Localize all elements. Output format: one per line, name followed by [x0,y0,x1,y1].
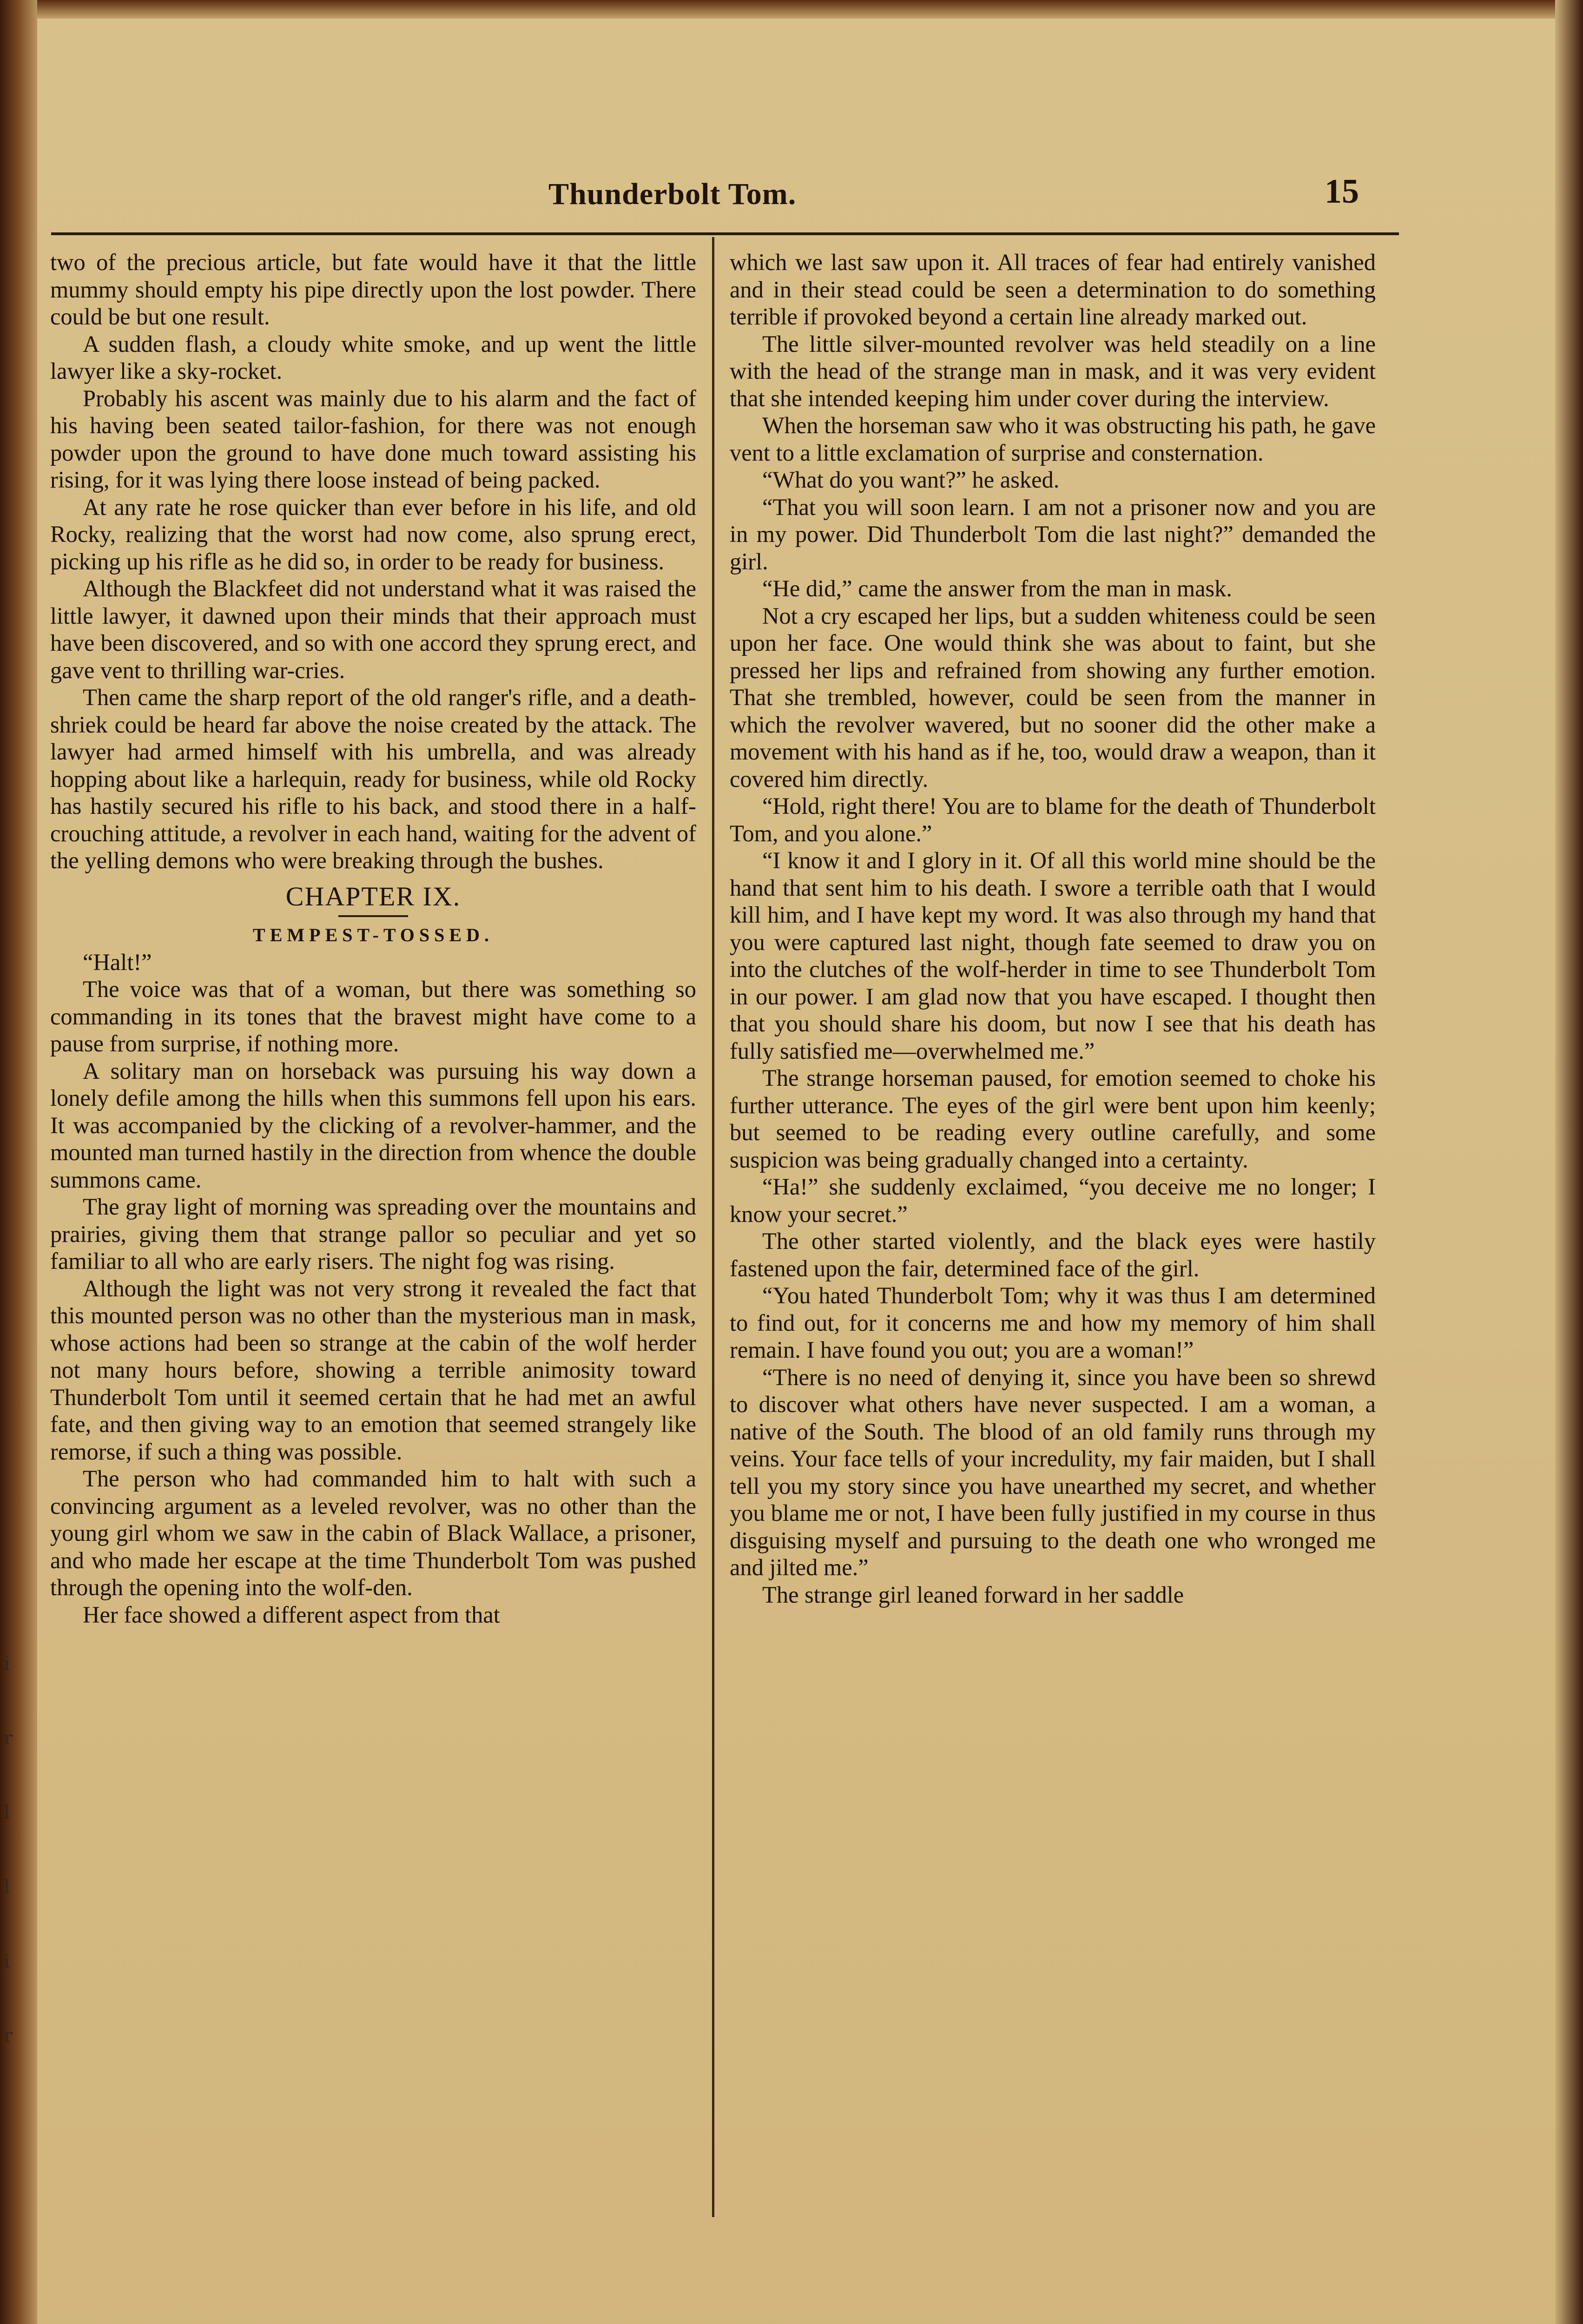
page-number: 15 [1325,172,1359,211]
paragraph: “Halt!” [83,949,152,975]
page-header [0,167,1583,218]
paragraph: “He did,” came the answer from the man in mask. [762,575,1233,601]
paragraph: Although the Blackfeet did not understand what it was raised the little lawyer, it dawned upon their minds that their approach must have been discovered, and so with one accord they sprung erect, and gave vent to thrilling war-cries. [50,575,696,683]
paragraph: The strange horseman paused, for emotion seemed to choke his further utterance. The eyes of the girl were bent upon him keenly; but seemed to be reading every outline carefully, and some suspicion was being gradually changed into a certainty. [730,1065,1376,1173]
running-head: Thunderbolt Tom. [548,177,797,211]
header-rule [51,232,1399,235]
paragraph: “What do you want?” he asked. [762,467,1060,493]
paragraph: “You hated Thunderbolt Tom; why it was thus I am determined to find out, for it concerns me and how my memory of him shall remain. I have found you out; you are a woman!” [730,1282,1376,1363]
paragraph: The voice was that of a woman, but there was something so commanding in its tones that the bravest might have come to a pause from surprise, if nothing more. [50,976,696,1056]
paragraph: The person who had commanded him to halt with such a convincing argument as a leveled revolver, was no other than the young girl whom we saw in the cabin of Black Wallace, a prisoner, and who made her escape at the time Thunderbolt Tom was pushed through the opening into the wolf-den. [50,1466,696,1600]
paragraph: When the horseman saw who it was obstructing his path, he gave vent to a little exclamation of surprise and consternation. [730,412,1376,466]
chapter-title: CHAPTER IX. [285,881,461,911]
page-right-edge [1555,0,1583,2324]
margin-fragment: r [4,1728,13,1749]
paragraph: “Hold, right there! You are to blame for the death of Thunderbolt Tom, and you alone.” [730,793,1376,846]
paragraph: which we last saw upon it. All traces of fear had entirely vanished and in their stead could be seen a determination to do something terrible if provoked beyond a certain line already marked out. [730,249,1376,330]
margin-fragment: l [4,1876,10,1898]
paragraph: “There is no need of denying it, since you have been so shrewd to discover what others have never suspected. I am a woman, a native of the South. The blood of an old family runs through my veins. Your face tells of your incredulity, my fair maiden, but I shall tell you my story since you have unearthed my secret, and whether you blame me or not, I have been fully justified in my course in thus disguising myself and pursuing to the death one who wronged me and jilted me.” [730,1364,1376,1580]
paragraph: The other started violently, and the black eyes were hastily fastened upon the fair, determined face of the girl. [730,1228,1376,1281]
paragraph: The little silver-mounted revolver was held steadily on a line with the head of the strange man in mask, and it was very evident that she intended keeping him under cover during the interview. [730,330,1376,411]
paragraph: “That you will soon learn. I am not a prisoner now and you are in my power. Did Thunderbolt Tom die last night?” demanded the girl. [730,494,1376,574]
paragraph: Probably his ascent was mainly due to his alarm and the fact of his having been seated tailor-fashion, for there was not enough powder upon the ground to have done much toward assisting his rising, for it was lying there loose instead of being packed. [50,385,696,493]
margin-fragment: r [4,2025,13,2047]
margin-fragment: i [4,1653,10,1675]
paragraph: “Ha!” she suddenly exclaimed, “you deceive me no longer; I know your secret.” [730,1174,1376,1227]
paragraph: The gray light of morning was spreading over the mountains and prairies, giving them that strange pallor so peculiar and yet so familiar to all who are early risers. The night fog was rising. [50,1194,696,1274]
paragraph: two of the precious article, but fate would have it that the little mummy should empty his pipe directly upon the lost powder. There could be but one result. [50,249,696,330]
right-column [730,249,1376,1608]
chapter-subtitle: TEMPEST-TOSSED. [253,924,494,945]
left-column [50,249,696,1628]
margin-fragment: i [4,1951,10,1972]
paragraph: A sudden flash, a cloudy white smoke, and up went the little lawyer like a sky-rocket. [50,330,696,384]
chapter-rule [338,915,408,917]
paragraph: A solitary man on horseback was pursuing his way down a lonely defile among the hills when this summons fell upon his ears. It was accompanied by the clicking of a revolver-hammer, and the mounted man turned hastily in the direction from whence the double summons came. [50,1057,696,1193]
column-rule [712,237,714,2217]
paragraph: The strange girl leaned forward in her saddle [762,1581,1184,1608]
paragraph: Her face showed a different aspect from that [83,1601,500,1628]
paragraph: Although the light was not very strong it revealed the fact that this mounted person was no other than the mysterious man in mask, whose actions had been so strange at the cabin of the wolf herder not many hours before, showing a terrible animosity toward Thunderbolt Tom until it seemed certain that he had met an awful fate, and then giving way to an emotion that seemed strangely like remorse, if such a thing was possible. [50,1275,696,1465]
paragraph: Then came the sharp report of the old ranger's rifle, and a death-shriek could be heard far above the noise created by the attack. The lawyer had armed himself with his umbrella, and was already hopping about like a harlequin, ready for business, while old Rocky has hastily secured his rifle to his back, and stood there in a half-crouching attitude, a revolver in each hand, waiting for the advent of the yelling demons who were breaking through the bushes. [50,684,696,873]
margin-fragments [4,1627,27,2231]
paragraph: “I know it and I glory in it. Of all this world mine should be the hand that sent him to his death. I swore a terrible oath that I would kill him, and I have kept my word. It was also through my hand that you were captured last night, though fate seemed to draw you on into the clutches of the wolf-herder in time to see Thunderbolt Tom in our power. I am glad now that you have escaped. I thought then that you should share his doom, but now I see that his death has fully satisfied me—overwhelmed me.” [730,847,1376,1064]
margin-fragment: l [4,1802,10,1823]
chapter-heading [50,881,696,949]
page-top-edge [0,0,1583,19]
paragraph: At any rate he rose quicker than ever before in his life, and old Rocky, realizing that the worst had now come, also sprung erect, picking up his rifle as he did so, in order to be ready for business. [50,494,696,574]
paragraph: Not a cry escaped her lips, but a sudden whiteness could be seen upon her face. One would think she was about to faint, but she pressed her lips and refrained from showing any further emotion. That she trembled, however, could be seen from the manner in which the revolver wavered, but no sooner did the other make a movement with his hand as if he, too, would draw a weapon, than it covered him directly. [730,602,1376,792]
